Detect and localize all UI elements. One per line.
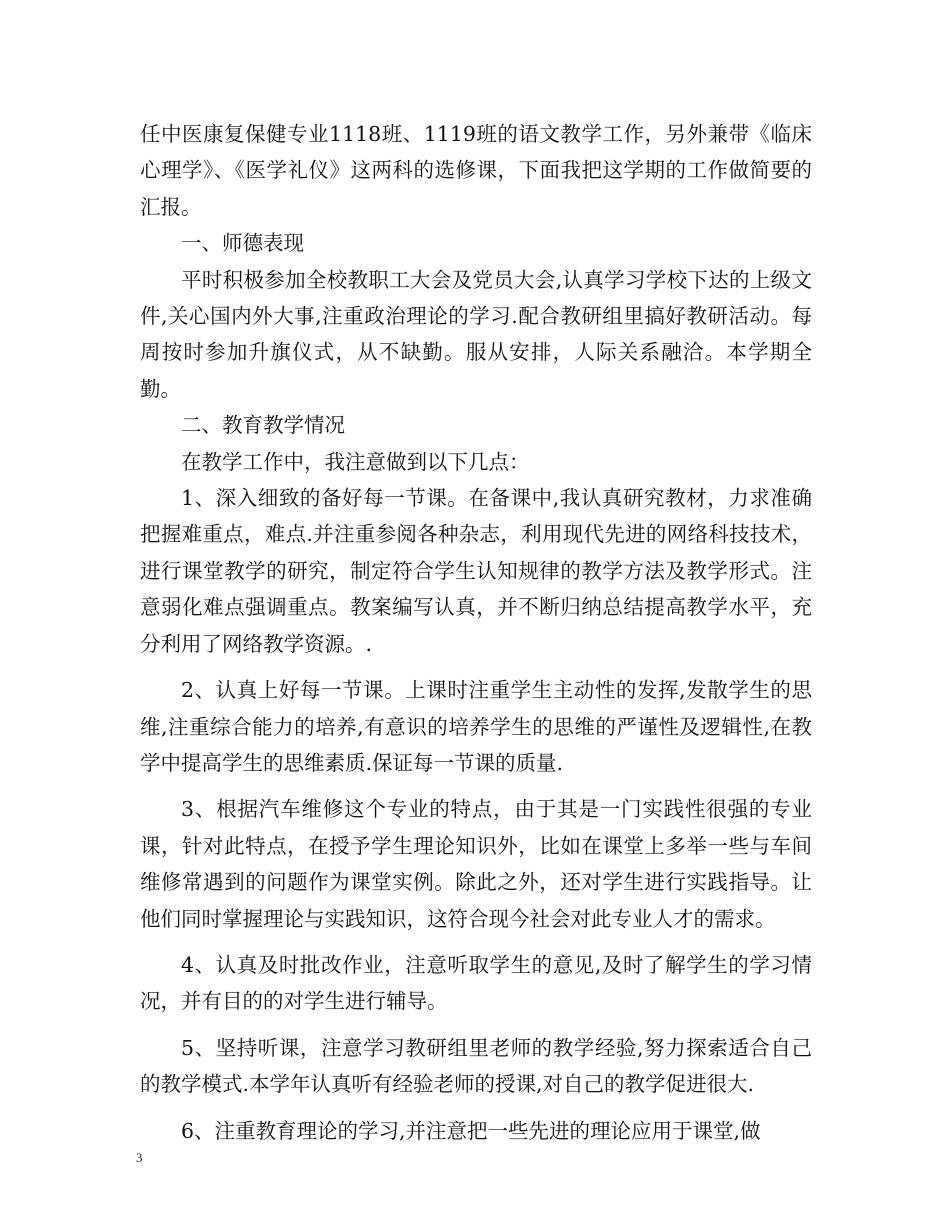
paragraph-point-3: 3、根据汽车维修这个专业的特点，由于其是一门实践性很强的专业课，针对此特点，在授予学生理论知识外，比如在课堂上多举一些与车间维修常遇到的问题作为课堂实例。除此之外，还对学生进行实践指导。让他们同时掌握理论与实践知识，这符合现今社会对此专业人才的需求。 — [140, 797, 812, 931]
section-heading-ethics: 一、师德表现 — [181, 231, 304, 256]
paragraph-point-1: 1、深入细致的备好每一节课。在备课中,我认真研究教材，力求准确把握难重点，难点.并注重参阅各种杂志，利用现代先进的网络科技技术，进行课堂教学的研究，制定符合学生认知规律的教学方法及教学形式。注意弱化难点强调重点。教案编写认真，并不断归纳总结提高教学水平，充分利用了网络教学资源。. — [140, 486, 812, 656]
paragraph-point-6: 6、注重教育理论的学习,并注意把一些先进的理论应用于课堂,做 — [181, 1118, 761, 1143]
paragraph-point-2: 2、认真上好每一节课。上课时注重学生主动性的发挥,发散学生的思维,注重综合能力的培养,有意识的培养学生的思维的严谨性及逻辑性,在教学中提高学生的思维素质.保证每一节课的质量. — [140, 678, 812, 775]
page-number: 3 — [136, 1150, 143, 1165]
section-heading-teaching: 二、教育教学情况 — [181, 413, 345, 438]
paragraph-teaching-intro: 在教学工作中，我注意做到以下几点： — [181, 449, 530, 474]
paragraph-intro: 任中医康复保健专业1118班、1119班的语文教学工作，另外兼带《临床心理学》、《医学礼仪》这两科的选修课，下面我把这学期的工作做简要的汇报。 — [140, 122, 812, 219]
paragraph-point-5: 5、坚持听课，注意学习教研组里老师的教学经验,努力探索适合自己的教学模式.本学年认真听有经验老师的授课,对自己的教学促进很大. — [140, 1035, 812, 1097]
document-body — [140, 116, 812, 1149]
paragraph-ethics: 平时积极参加全校教职工大会及党员大会,认真学习学校下达的上级文件,关心国内外大事,注重政治理论的学习.配合教研组里搞好教研活动。每周按时参加升旗仪式，从不缺勤。服从安排，人际关系融洽。本学期全勤。 — [140, 267, 812, 401]
paragraph-point-4: 4、认真及时批改作业，注意听取学生的意见,及时了解学生的学习情况，并有目的的对学生进行辅导。 — [140, 952, 812, 1014]
